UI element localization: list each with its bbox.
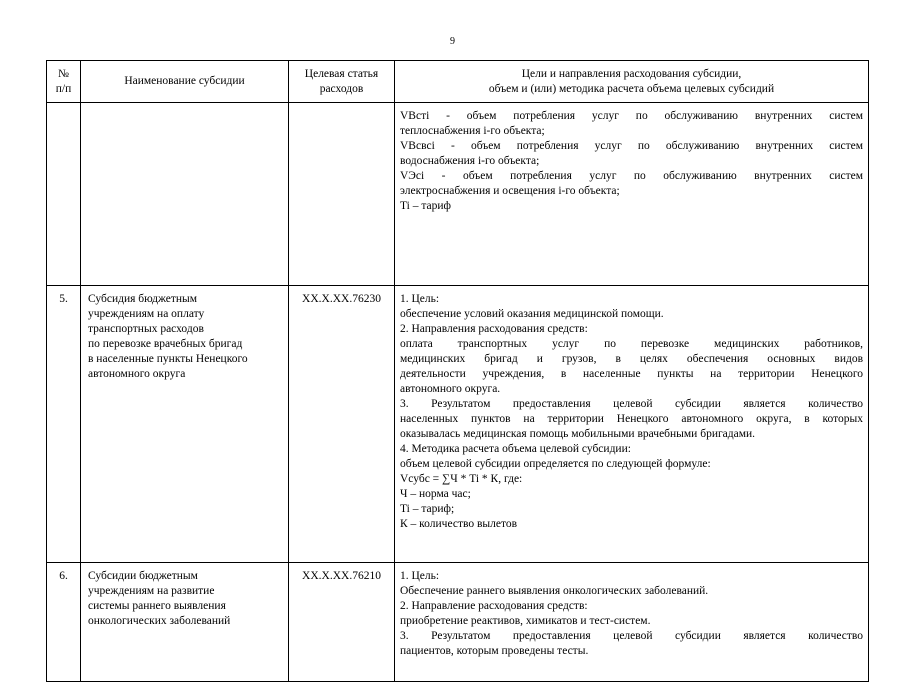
description-line: приобретение реактивов, химикатов и тест-систем. <box>400 615 651 627</box>
table-row <box>47 563 869 682</box>
subsidy-table <box>46 60 869 682</box>
description-line: К – количество вылетов <box>400 518 517 530</box>
description-line: Vсубс = ∑Ч * Ti * К, где: <box>400 473 523 485</box>
description-line: теплоснабжения i-го объекта; <box>400 125 545 137</box>
subsidy-name-line: автономного округа <box>88 368 186 380</box>
description-line: населенных пунктов на территории Ненецкого автономного округа, в которых <box>400 413 863 425</box>
subsidy-name-line: транспортных расходов <box>88 323 204 335</box>
row-number: 5. <box>47 286 81 563</box>
goals-description <box>395 563 869 682</box>
description-line: водоснабжения i-го объекта; <box>400 155 540 167</box>
subsidy-name <box>81 563 289 682</box>
description-line: Ч – норма час; <box>400 488 471 500</box>
description-line: VBcвci - объем потребления услуг по обслуживанию внутренних систем <box>400 140 863 152</box>
goals-description <box>395 103 869 286</box>
description-line: оплата транспортных услуг по перевозке медицинских работников, <box>400 338 863 350</box>
target-article-code <box>289 103 395 286</box>
table-row <box>47 286 869 563</box>
description-line: 2. Направление расходования средств: <box>400 600 588 612</box>
target-article-code: ХХ.Х.ХХ.76210 <box>289 563 395 682</box>
subsidy-name-line: Субсидии бюджетным <box>88 570 198 582</box>
table-header-row <box>47 61 869 103</box>
subsidy-name-line: учреждениям на развитие <box>88 585 215 597</box>
description-line: пациентов, которым проведены тесты. <box>400 645 589 657</box>
description-line: 1. Цель: <box>400 570 440 582</box>
subsidy-name <box>81 103 289 286</box>
row-number <box>47 103 81 286</box>
header-name: Наименование субсидии <box>81 61 289 103</box>
subsidy-name-line: системы раннего выявления <box>88 600 226 612</box>
table-row <box>47 103 869 286</box>
description-line: автономного округа. <box>400 383 501 395</box>
page-number: 9 <box>450 36 455 47</box>
description-line: электроснабжения и освещения i-го объекта; <box>400 185 620 197</box>
subsidy-name-line: онкологических заболеваний <box>88 615 231 627</box>
description-line: деятельности учреждения, в населенные пункты на территории Ненецкого <box>400 368 863 380</box>
description-line: медицинских бригад и грузов, в целях обеспечения основных видов <box>400 353 863 365</box>
description-line: оказывалась медицинская помощь мобильными врачебными бригадами. <box>400 428 756 440</box>
description-line: Обеспечение раннего выявления онкологических заболеваний. <box>400 585 709 597</box>
header-goals: Цели и направления расходования субсидии, объем и (или) методика расчета объема целевых субсидий <box>395 61 869 103</box>
description-line: объем целевой субсидии определяется по следующей формуле: <box>400 458 711 470</box>
subsidy-name-line: по перевозке врачебных бригад <box>88 338 243 350</box>
description-line: Ti – тариф <box>400 200 451 212</box>
subsidy-name-line: учреждениям на оплату <box>88 308 205 320</box>
description-line: обеспечение условий оказания медицинской помощи. <box>400 308 664 320</box>
target-article-code: ХХ.Х.ХХ.76230 <box>289 286 395 563</box>
row-number: 6. <box>47 563 81 682</box>
description-line: 2. Направления расходования средств: <box>400 323 588 335</box>
description-line: Ti – тариф; <box>400 503 455 515</box>
description-line: 4. Методика расчета объема целевой субсидии: <box>400 443 631 455</box>
description-line: 3. Результатом предоставления целевой субсидии является количество <box>400 398 863 410</box>
description-line: 1. Цель: <box>400 293 440 305</box>
description-line: VBcтi - объем потребления услуг по обслуживанию внутренних систем <box>400 110 863 122</box>
subsidy-name-line: Субсидия бюджетным <box>88 293 198 305</box>
description-line: 3. Результатом предоставления целевой субсидии является количество <box>400 630 863 642</box>
description-line: VЭci - объем потребления услуг по обслуживанию внутренних систем <box>400 170 863 182</box>
goals-description <box>395 286 869 563</box>
subsidy-name <box>81 286 289 563</box>
header-code: Целевая статья расходов <box>289 61 395 103</box>
subsidy-name-line: в населенные пункты Ненецкого <box>88 353 248 365</box>
header-num: № п/п <box>47 61 81 103</box>
